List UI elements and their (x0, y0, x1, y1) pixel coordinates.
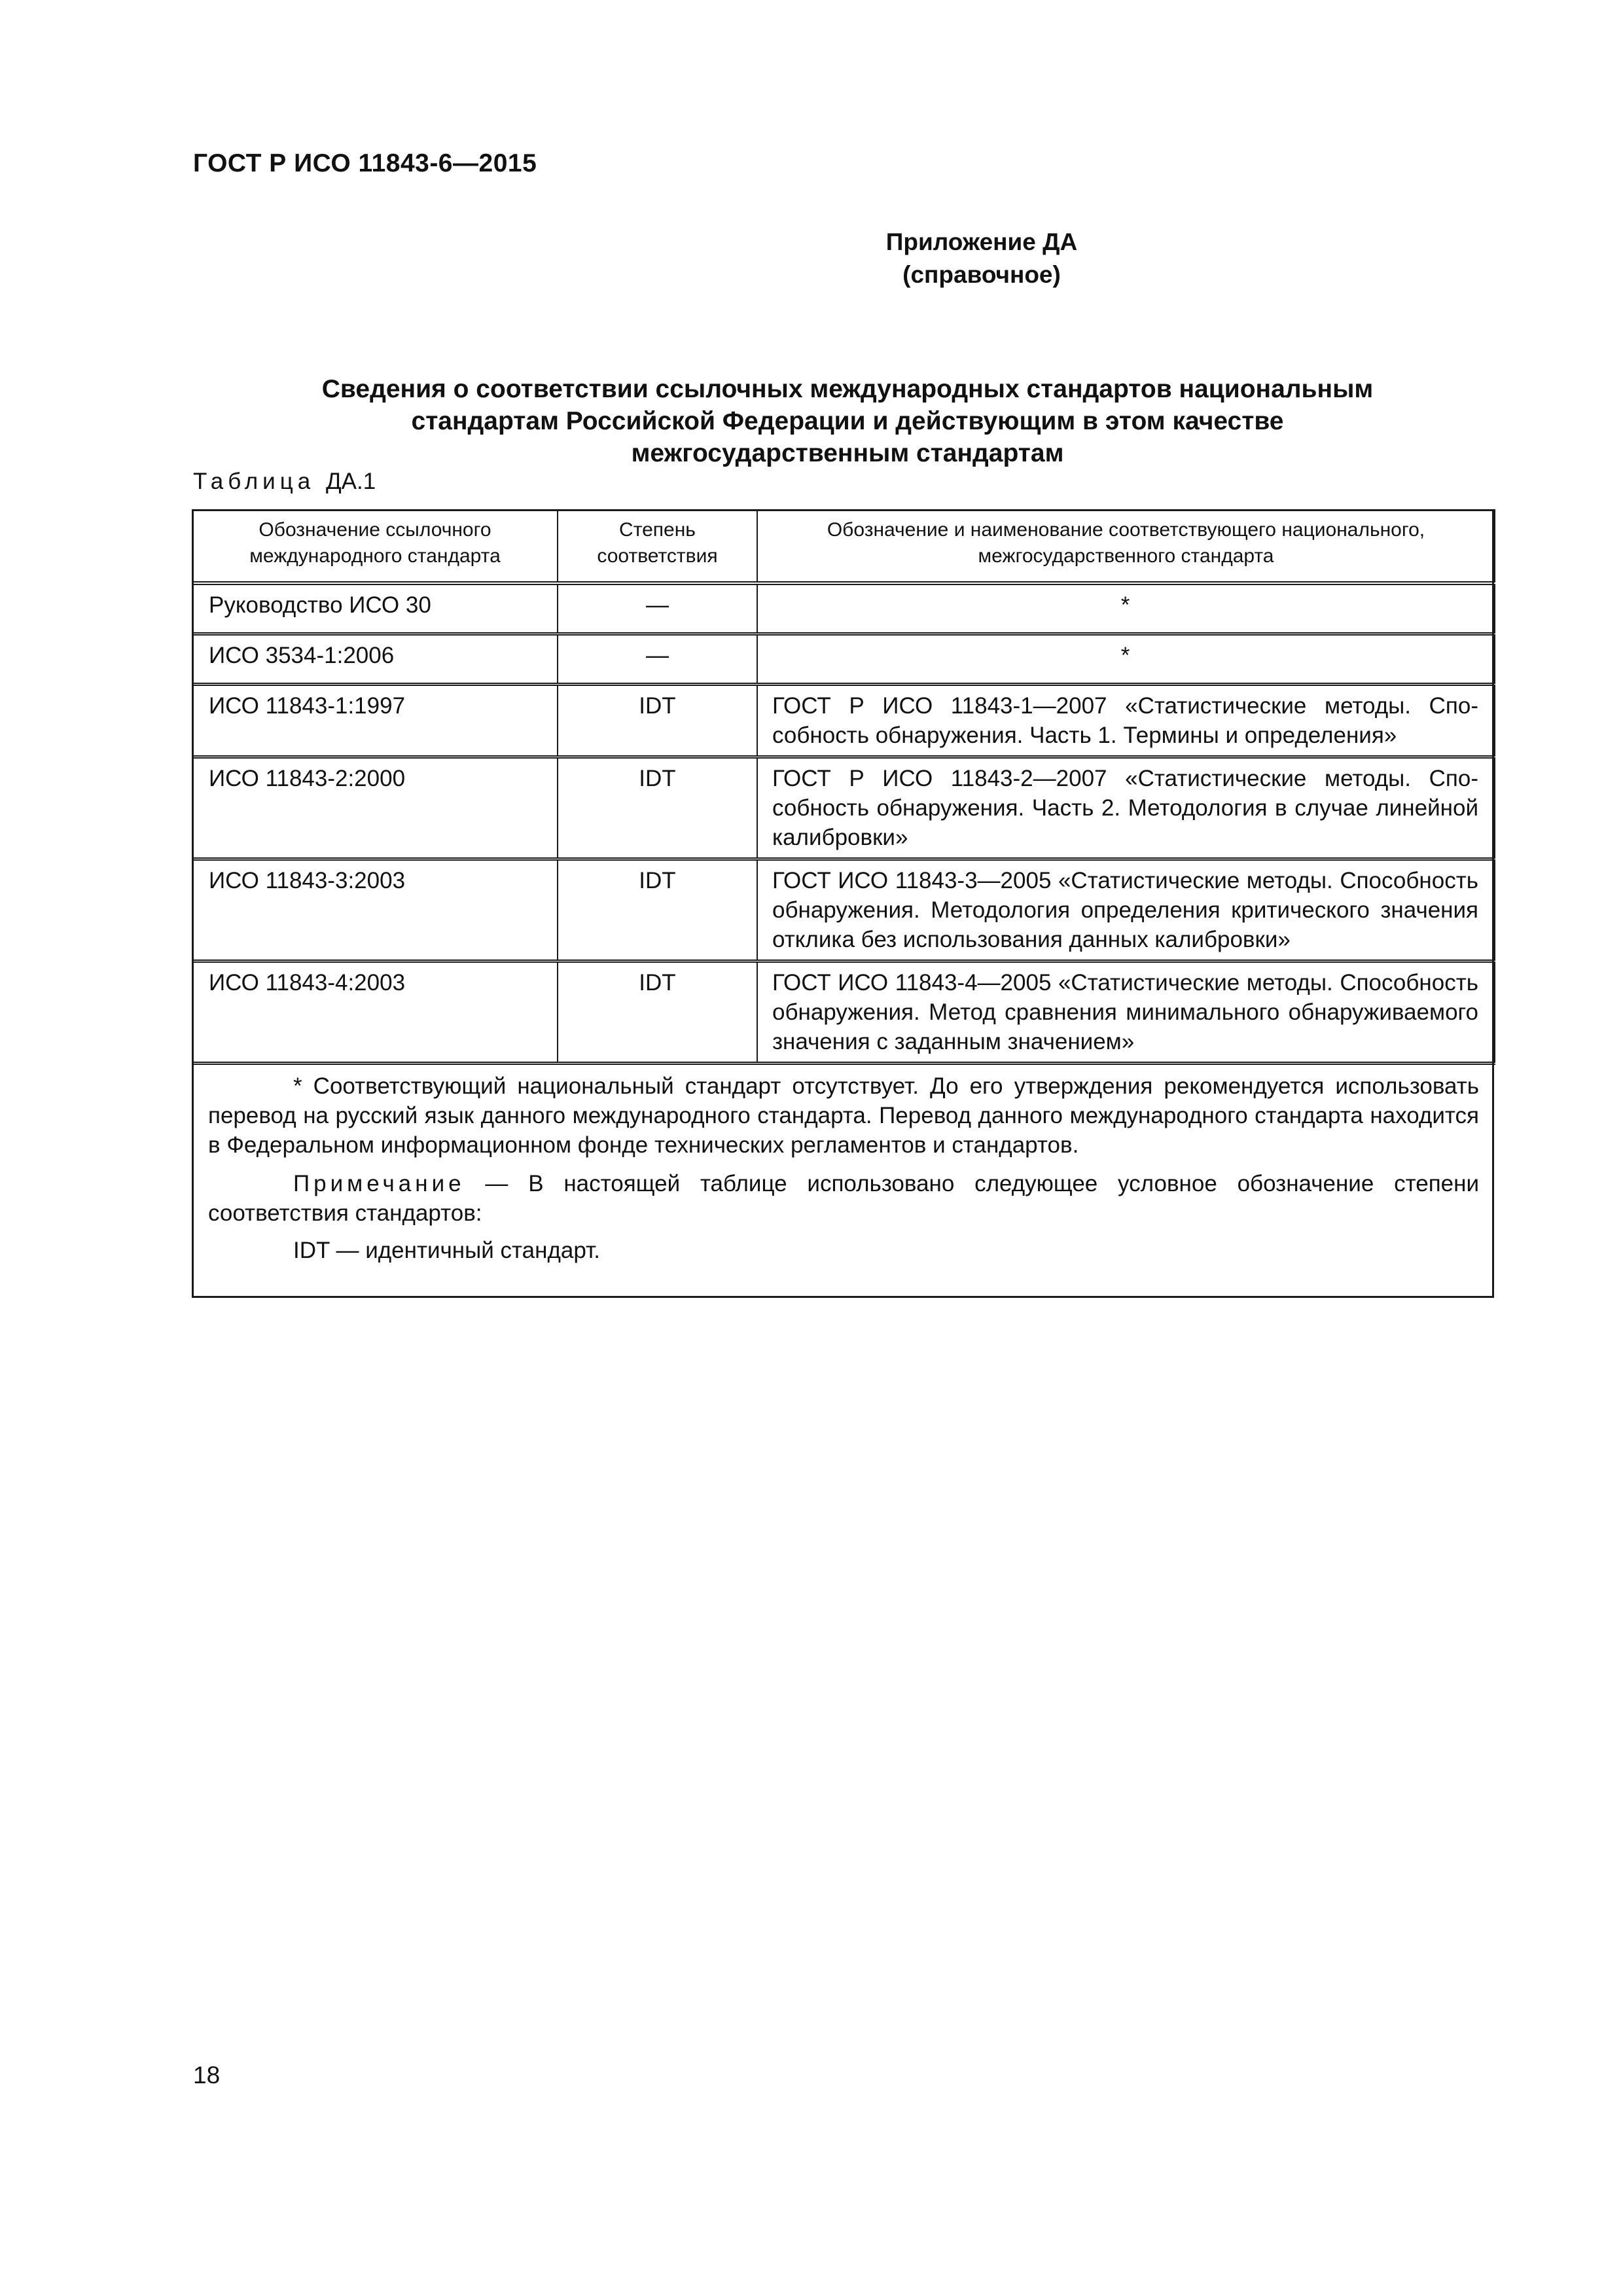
cell-degree: IDT (558, 859, 757, 961)
table-notes-row (192, 1064, 1495, 1266)
table-row (192, 583, 1495, 634)
cell-intl-standard: ИСО 11843-4:2003 (192, 961, 558, 1064)
table-caption (193, 469, 376, 495)
note-text: — В настоящей таблице использовано следующее условное обозначение степени соответствия стандартов: (208, 1171, 1479, 1226)
cell-intl-standard: ИСО 11843-3:2003 (192, 859, 558, 961)
header-national-standard: Обозначение и наименование соответствующего национального, межгосударственного стандарта (757, 509, 1495, 583)
table-header-row (192, 509, 1495, 583)
table-notes (192, 1064, 1495, 1266)
cell-intl-standard: ИСО 11843-1:1997 (192, 685, 558, 757)
appendix-label: Приложение ДА (885, 228, 1078, 255)
appendix-title (193, 373, 1502, 469)
appendix-title-line-3: межгосударственным стандартам (631, 439, 1064, 467)
cell-national-standard: ГОСТ ИСО 11843-3—2005 «Статистические методы. Способность обнаружения. Методология определения критического значения отклика без использования данных калибровки» (757, 859, 1495, 961)
legend-idt: IDT — идентичный стандарт. (293, 1238, 600, 1263)
cell-degree: — (558, 583, 757, 634)
cell-national-standard: ГОСТ Р ИСО 11843-1—2007 «Статистические методы. Способность обнаружения. Часть 1. Термины и определения» (757, 685, 1495, 757)
appendix-kind: (справочное) (902, 261, 1061, 288)
table-caption-number: ДА.1 (325, 469, 376, 494)
cell-degree: IDT (558, 685, 757, 757)
table-row (192, 634, 1495, 685)
correspondence-table (192, 509, 1495, 1265)
page-number: 18 (193, 2062, 221, 2089)
table-caption-word: Таблица (193, 469, 315, 494)
table-row (192, 859, 1495, 961)
note-label: Примечание (293, 1171, 465, 1196)
cell-national-standard: ГОСТ Р ИСО 11843-2—2007 «Статистические методы. Способность обнаружения. Часть 2. Методология в случае линейной калибровки» (757, 757, 1495, 859)
cell-degree: IDT (558, 757, 757, 859)
cell-national-standard: ГОСТ ИСО 11843-4—2005 «Статистические методы. Способность обнаружения. Метод сравнения минимального обнаруживаемого значения с заданным значением» (757, 961, 1495, 1064)
table-row (192, 757, 1495, 859)
appendix-title-line-1: Сведения о соответствии ссылочных международных стандартов национальным (321, 375, 1374, 403)
header-degree: Степень соответствия (558, 509, 757, 583)
document-code: ГОСТ Р ИСО 11843-6—2015 (193, 149, 537, 177)
appendix-title-line-2: стандартам Российской Федерации и действующим в этом качестве (411, 407, 1284, 435)
cell-degree: IDT (558, 961, 757, 1064)
cell-national-standard: * (757, 583, 1495, 634)
table-row (192, 961, 1495, 1064)
footnote: * Соответствующий национальный стандарт отсутствует. До его утверждения рекомендуется использовать перевод на русский язык данного международного стандарта. Перевод данного международного стандарта находится в Федеральном информационном фонде технических регламентов и стандартов. (208, 1073, 1479, 1158)
cell-intl-standard: Руководство ИСО 30 (192, 583, 558, 634)
cell-intl-standard: ИСО 11843-2:2000 (192, 757, 558, 859)
cell-intl-standard: ИСО 3534-1:2006 (192, 634, 558, 685)
cell-national-standard: * (757, 634, 1495, 685)
note (208, 1169, 1479, 1228)
appendix-heading (0, 226, 1623, 291)
cell-degree: — (558, 634, 757, 685)
header-intl-standard: Обозначение ссылочного международного стандарта (192, 509, 558, 583)
table-row (192, 685, 1495, 757)
